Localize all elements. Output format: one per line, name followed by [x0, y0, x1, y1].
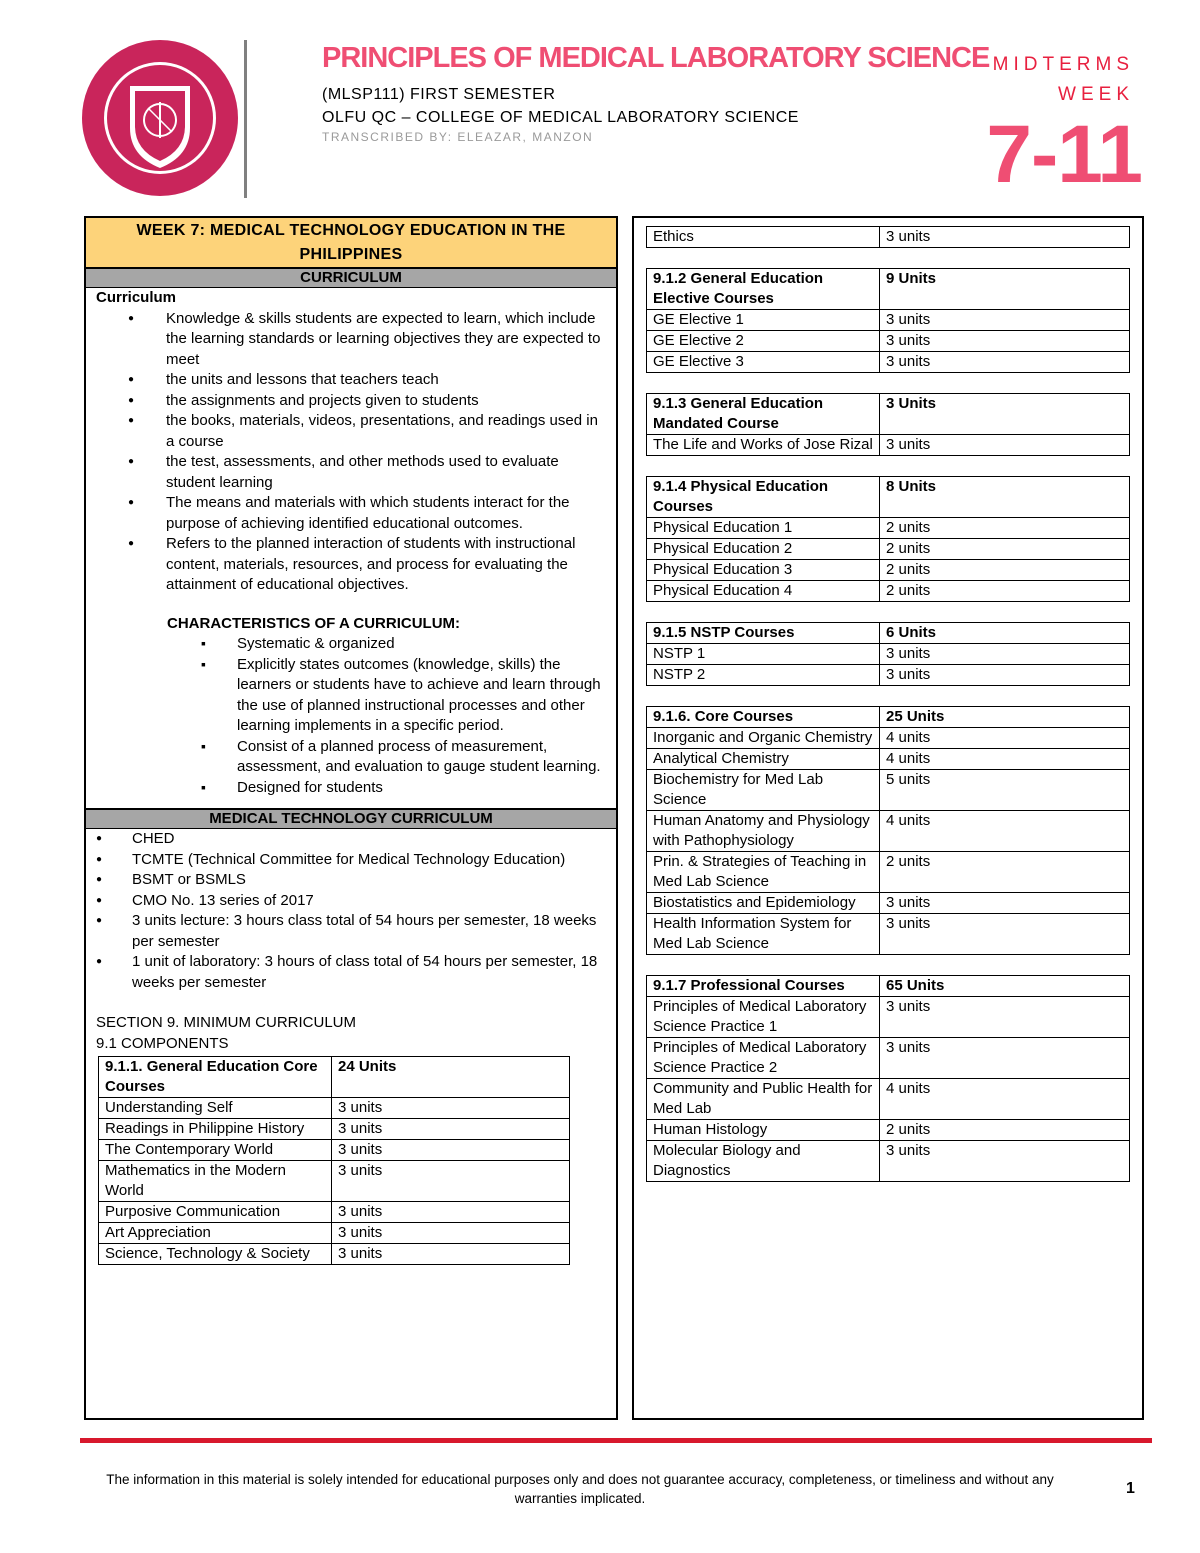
list-item: ● 1 unit of laboratory: 3 hours of class total of 54 hours per semester, 18 weeks per semester: [132, 952, 606, 993]
table-cell: 3 units: [880, 644, 1130, 665]
table-cell: 3 units: [880, 997, 1130, 1038]
table-cell: 8 Units: [880, 477, 1130, 518]
table-cell: Readings in Philippine History: [99, 1119, 332, 1140]
table-cell: Principles of Medical Laboratory Science Practice 1: [647, 997, 880, 1038]
table-row: [647, 1120, 1130, 1141]
list-item: ● the books, materials, videos, presentations, and readings used in a course: [166, 411, 606, 452]
table-cell: Physical Education 2: [647, 539, 880, 560]
list-item: ● the units and lessons that teachers teach: [166, 370, 606, 391]
table-row: [647, 852, 1130, 893]
table-cell: 2 units: [880, 581, 1130, 602]
table-cell: Health Information System for Med Lab Science: [647, 914, 880, 955]
table-cell: GE Elective 3: [647, 352, 880, 373]
units-table: [646, 706, 1130, 955]
gen-ed-core-table: [98, 1056, 570, 1265]
table-cell: 6 Units: [880, 623, 1130, 644]
units-table: [646, 476, 1130, 602]
table-cell: 3 units: [332, 1202, 570, 1223]
table-row: [647, 539, 1130, 560]
table-cell: 3 units: [332, 1244, 570, 1265]
table-row: [99, 1244, 570, 1265]
term-label: MIDTERMS: [992, 54, 1134, 75]
page-number: 1: [1126, 1480, 1135, 1497]
table-row: [647, 1038, 1130, 1079]
table-row: [647, 665, 1130, 686]
list-item: ● CMO No. 13 series of 2017: [132, 891, 606, 912]
table-row: [647, 728, 1130, 749]
table-cell: 3 units: [880, 1038, 1130, 1079]
medtech-list: [96, 829, 606, 993]
table-cell: 2 units: [880, 852, 1130, 893]
table-row: [647, 749, 1130, 770]
table-cell: Human Histology: [647, 1120, 880, 1141]
week-label: WEEK: [1058, 84, 1134, 105]
right-tables: [634, 268, 1142, 1182]
table-row: [647, 914, 1130, 955]
table-row: [647, 1079, 1130, 1120]
table-cell: NSTP 1: [647, 644, 880, 665]
list-item: ▪ Systematic & organized: [237, 634, 606, 655]
table-cell: 9.1.1. General Education Core Courses: [99, 1057, 332, 1098]
table-cell: Community and Public Health for Med Lab: [647, 1079, 880, 1120]
units-table: [646, 393, 1130, 456]
table-row: [647, 331, 1130, 352]
table-cell: NSTP 2: [647, 665, 880, 686]
table-row: [99, 1202, 570, 1223]
table-row: [647, 1141, 1130, 1182]
table-cell: Molecular Biology and Diagnostics: [647, 1141, 880, 1182]
course-line: (MLSP111) FIRST SEMESTER: [322, 86, 556, 103]
table-cell: 3 units: [332, 1161, 570, 1202]
table-cell: 2 units: [880, 1120, 1130, 1141]
table-row: [647, 623, 1130, 644]
table-row: [647, 560, 1130, 581]
table-cell: 3 units: [880, 435, 1130, 456]
table-row: [647, 352, 1130, 373]
college-line: OLFU QC – COLLEGE OF MEDICAL LABORATORY SCIENCE: [322, 109, 799, 126]
list-item: ● Knowledge & skills students are expected to learn, which include the learning standards or learning objectives they are expected to meet: [166, 309, 606, 371]
list-item: ● 3 units lecture: 3 hours class total of 54 hours per semester, 18 weeks per semester: [132, 911, 606, 952]
table-cell: 9.1.4 Physical Education Courses: [647, 477, 880, 518]
table-row: [647, 518, 1130, 539]
table-row: [647, 435, 1130, 456]
table-row: [647, 227, 1130, 248]
section-title: SECTION 9. MINIMUM CURRICULUM: [96, 1014, 357, 1031]
list-item: ● The means and materials with which students interact for the purpose of achieving identified educational outcomes.: [166, 493, 606, 534]
table-cell: The Life and Works of Jose Rizal: [647, 435, 880, 456]
table-cell: 9.1.6. Core Courses: [647, 707, 880, 728]
components-title: 9.1 COMPONENTS: [96, 1034, 229, 1052]
list-item: ▪ Designed for students: [237, 778, 606, 799]
table-cell: Analytical Chemistry: [647, 749, 880, 770]
table-row: [647, 644, 1130, 665]
table-row: [647, 477, 1130, 518]
table-row: [647, 997, 1130, 1038]
table-row: [647, 770, 1130, 811]
medtech-band: MEDICAL TECHNOLOGY CURRICULUM: [86, 810, 616, 829]
curriculum-heading: Curriculum: [96, 289, 177, 306]
table-cell: 4 units: [880, 811, 1130, 852]
table-cell: 2 units: [880, 539, 1130, 560]
table-cell: Biochemistry for Med Lab Science: [647, 770, 880, 811]
university-seal-logo: [80, 38, 240, 198]
table-cell: 9.1.2 General Education Elective Courses: [647, 269, 880, 310]
table-cell: 3 units: [880, 914, 1130, 955]
table-row: [647, 269, 1130, 310]
header-vertical-rule: [244, 40, 247, 198]
table-cell: 4 units: [880, 749, 1130, 770]
table-row: [647, 581, 1130, 602]
footer-disclaimer: The information in this material is solely intended for educational purposes only and does not guarantee accuracy, completeness, or timeliness and without any warranties implicated.: [106, 1472, 1054, 1506]
table-cell: 9 Units: [880, 269, 1130, 310]
table-row: [647, 707, 1130, 728]
list-item: ● TCMTE (Technical Committee for Medical Technology Education): [132, 850, 606, 871]
table-cell: 5 units: [880, 770, 1130, 811]
table-cell: Purposive Communication: [99, 1202, 332, 1223]
right-column: [632, 216, 1144, 1420]
table-cell: The Contemporary World: [99, 1140, 332, 1161]
table-cell: Principles of Medical Laboratory Science Practice 2: [647, 1038, 880, 1079]
table-cell: 2 units: [880, 518, 1130, 539]
footer-rule: [80, 1438, 1152, 1443]
table-cell: Human Anatomy and Physiology with Pathophysiology: [647, 811, 880, 852]
table-cell: 3 units: [332, 1119, 570, 1140]
curriculum-band: CURRICULUM: [86, 269, 616, 288]
table-cell: Prin. & Strategies of Teaching in Med Lab Science: [647, 852, 880, 893]
curriculum-list: [96, 309, 606, 596]
table-cell: Mathematics in the Modern World: [99, 1161, 332, 1202]
list-item: ● Refers to the planned interaction of students with instructional content, materials, resources, and process for evaluating the attainment of educational objectives.: [166, 534, 606, 596]
table-row: [99, 1223, 570, 1244]
table-cell: 2 units: [880, 560, 1130, 581]
characteristics-list: [96, 634, 606, 798]
week-title: WEEK 7: MEDICAL TECHNOLOGY EDUCATION IN THE PHILIPPINES: [86, 218, 616, 269]
table-row: [647, 976, 1130, 997]
table-cell: 3 units: [880, 1141, 1130, 1182]
table-cell: 3 Units: [880, 394, 1130, 435]
list-item: ● the assignments and projects given to students: [166, 391, 606, 412]
table-cell: 65 Units: [880, 976, 1130, 997]
left-column: [84, 216, 618, 1420]
table-row: [99, 1140, 570, 1161]
list-item: ▪ Consist of a planned process of measurement, assessment, and evaluation to gauge student learning.: [237, 737, 606, 778]
units-table: [646, 975, 1130, 1182]
table-cell: 4 units: [880, 728, 1130, 749]
table-row: [647, 893, 1130, 914]
table-cell: GE Elective 1: [647, 310, 880, 331]
table-cell: Biostatistics and Epidemiology: [647, 893, 880, 914]
units-table: [646, 268, 1130, 373]
table-row: [99, 1098, 570, 1119]
table-cell: 4 units: [880, 1079, 1130, 1120]
units-table: [646, 622, 1130, 686]
table-cell: 24 Units: [332, 1057, 570, 1098]
table-cell: 3 units: [880, 352, 1130, 373]
table-cell: Physical Education 1: [647, 518, 880, 539]
table-cell: 3 units: [880, 893, 1130, 914]
table-cell: 3 units: [332, 1223, 570, 1244]
table-cell: Understanding Self: [99, 1098, 332, 1119]
list-item: ● CHED: [132, 829, 606, 850]
characteristics-heading: CHARACTERISTICS OF A CURRICULUM:: [167, 614, 461, 632]
table-cell: 9.1.7 Professional Courses: [647, 976, 880, 997]
table-cell: GE Elective 2: [647, 331, 880, 352]
document-title: PRINCIPLES OF MEDICAL LABORATORY SCIENCE: [322, 42, 990, 74]
table-cell: 3 units: [880, 665, 1130, 686]
table-cell: 3 units: [880, 227, 1130, 248]
table-cell: 9.1.5 NSTP Courses: [647, 623, 880, 644]
list-item: ▪ Explicitly states outcomes (knowledge, skills) the learners or students have to achieve and learn through the use of planned instructional processes and other learning implements in a specific period.: [237, 655, 606, 737]
transcriber-line: TRANSCRIBED BY: ELEAZAR, MANZON: [322, 130, 594, 144]
table-cell: Science, Technology & Society: [99, 1244, 332, 1265]
table-cell: 3 units: [332, 1098, 570, 1119]
table-cell: 25 Units: [880, 707, 1130, 728]
table-cell: 9.1.3 General Education Mandated Course: [647, 394, 880, 435]
week-range: 7-11: [986, 109, 1142, 200]
table-row: [99, 1057, 570, 1098]
table-row: [647, 394, 1130, 435]
table-cell: Art Appreciation: [99, 1223, 332, 1244]
list-item: ● BSMT or BSMLS: [132, 870, 606, 891]
table-row: [647, 310, 1130, 331]
table-cell: 3 units: [880, 331, 1130, 352]
table-cell: 3 units: [332, 1140, 570, 1161]
table-cell: Inorganic and Organic Chemistry: [647, 728, 880, 749]
table-cell: Physical Education 3: [647, 560, 880, 581]
table-cell: 3 units: [880, 310, 1130, 331]
table-cell: Ethics: [647, 227, 880, 248]
ethics-table: [646, 226, 1130, 248]
list-item: ● the test, assessments, and other methods used to evaluate student learning: [166, 452, 606, 493]
table-row: [99, 1161, 570, 1202]
table-cell: Physical Education 4: [647, 581, 880, 602]
table-row: [99, 1119, 570, 1140]
table-row: [647, 811, 1130, 852]
